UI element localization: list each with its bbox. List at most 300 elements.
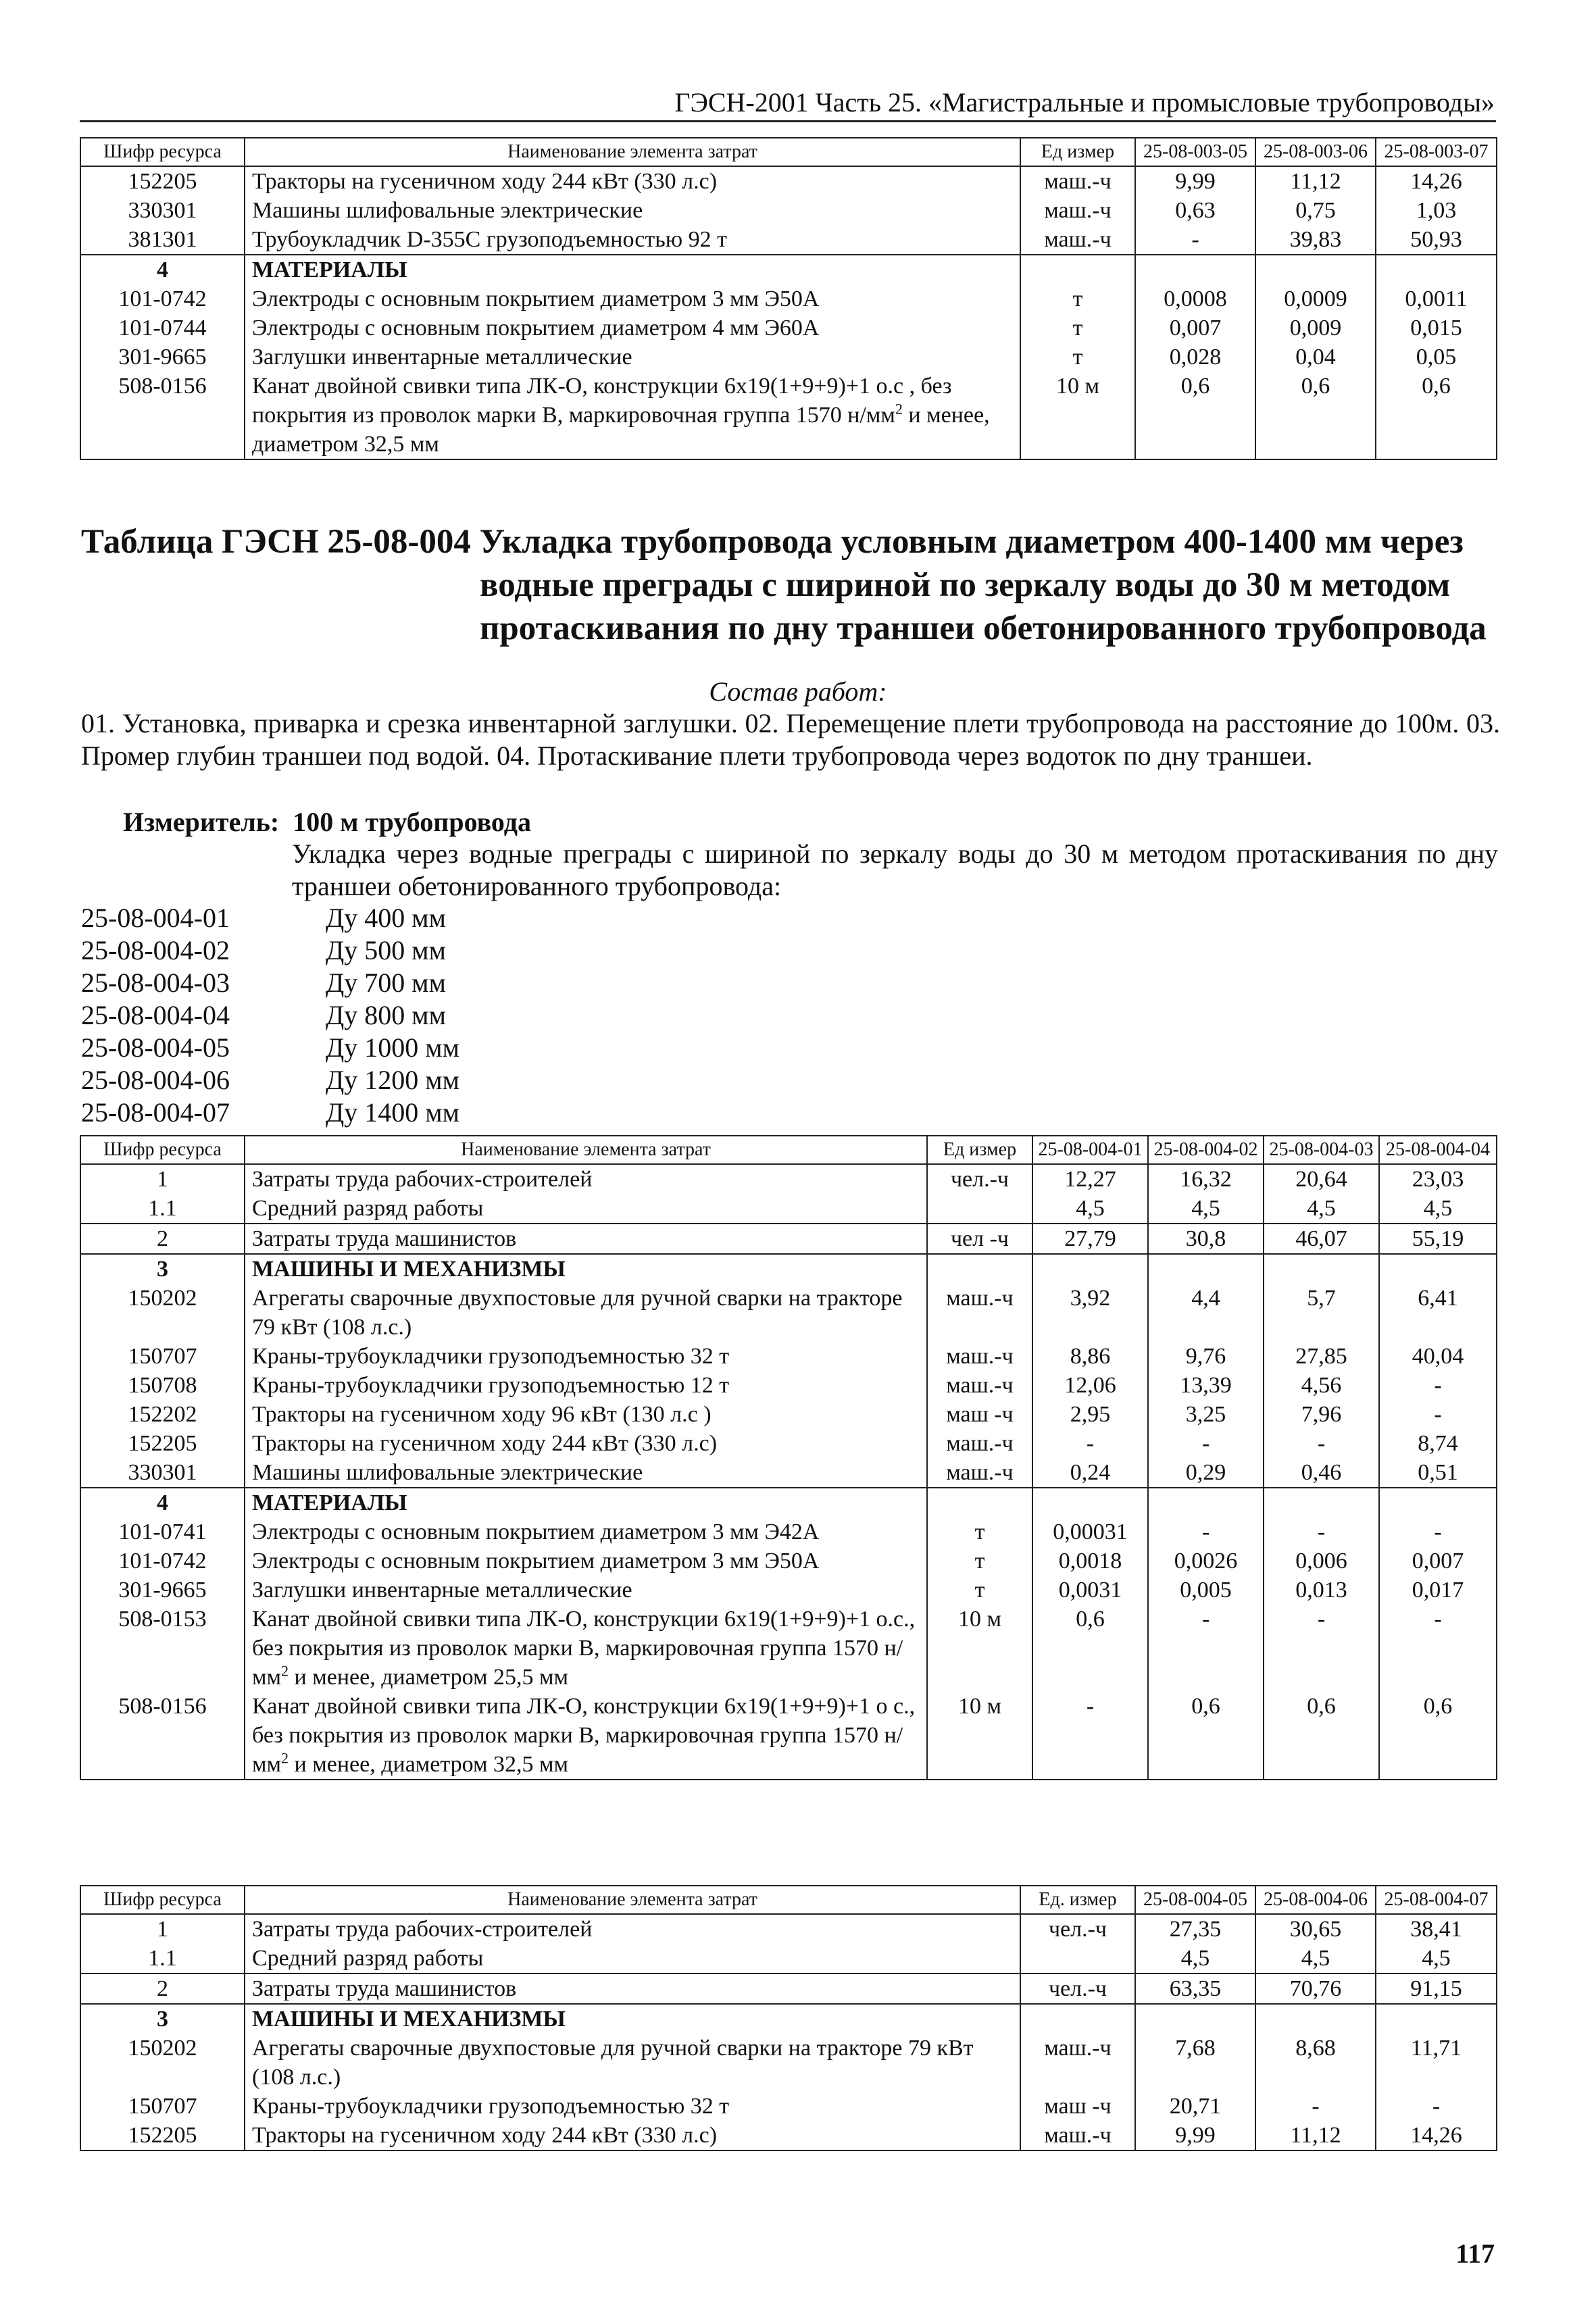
variant-item (81, 1097, 459, 1128)
value-cell: 0,05 (1376, 343, 1497, 372)
value-cell: 11,71 (1376, 2034, 1497, 2092)
resource-code-cell: 381301 (80, 225, 245, 255)
value-cell: - (1032, 1429, 1148, 1458)
value-cell: 0,007 (1135, 313, 1255, 343)
value-cell: 0,015 (1376, 313, 1497, 343)
cost-item-cell: Канат двойной свивки типа ЛК-О, конструкции 6х19(1+9+9)+1 о с., без покрытия из проволок марки В, маркировочная группа 1570 $н/мм^2$ и менее, диаметром 32,5 мм (245, 1692, 927, 1780)
resource-table-top (80, 137, 1497, 460)
value-cell: - (1379, 1400, 1497, 1429)
variant-desc: Ду 500 мм (326, 935, 446, 965)
column-header: 25-08-003-06 (1255, 138, 1376, 166)
table-row (80, 1517, 1497, 1546)
value-cell: 0,6 (1379, 1692, 1497, 1780)
header-row (80, 138, 1497, 166)
value-cell: 46,07 (1264, 1224, 1379, 1254)
table-header (80, 138, 1497, 166)
variant-desc: Ду 1400 мм (326, 1097, 459, 1128)
cost-item-cell: Тракторы на гусеничном ходу 244 кВт (330 л.с) (245, 166, 1020, 196)
value-cell: 4,5 (1135, 1944, 1255, 1973)
column-header: Наименование элемента затрат (245, 1886, 1020, 1914)
table-row (80, 1224, 1497, 1254)
variant-code: 25-08-004-07 (81, 1097, 230, 1128)
unit-cell: маш.-ч (1020, 166, 1135, 196)
variant-code: 25-08-004-04 (81, 1000, 230, 1030)
value-cell: 4,5 (1379, 1194, 1497, 1224)
column-header: Ед. измер (1020, 1886, 1135, 1914)
value-cell: 0,0011 (1376, 284, 1497, 313)
resource-code-cell: 2 (80, 1224, 245, 1254)
unit-cell: маш.-ч (927, 1342, 1032, 1371)
value-cell: 0,6 (1255, 372, 1376, 459)
unit-cell: маш -ч (927, 1400, 1032, 1429)
value-cell: 9,99 (1135, 166, 1255, 196)
resource-code-cell: 4 (80, 1488, 245, 1517)
table-row (80, 2034, 1497, 2092)
value-cell: 4,5 (1255, 1944, 1376, 1973)
table-row (80, 1914, 1497, 1944)
value-cell: - (1255, 2092, 1376, 2121)
table-row (80, 1944, 1497, 1973)
cost-item-cell: Затраты труда машинистов (245, 1973, 1020, 2004)
table-row (80, 196, 1497, 225)
value-cell: 0,0009 (1255, 284, 1376, 313)
value-cell: 0,00031 (1032, 1517, 1148, 1546)
table-row (80, 2121, 1497, 2150)
unit-cell: маш.-ч (1020, 196, 1135, 225)
value-cell: 12,27 (1032, 1164, 1148, 1194)
value-cell: 0,6 (1376, 372, 1497, 459)
cost-item-cell: Средний разряд работы (245, 1944, 1020, 1973)
cost-item-cell: Заглушки инвентарные металлические (245, 1576, 927, 1605)
value-cell (1264, 1488, 1379, 1517)
resource-code-cell: 1 (80, 1914, 245, 1944)
variant-desc: Ду 1200 мм (326, 1065, 459, 1095)
cost-item-cell: Канат двойной свивки типа ЛК-О, конструкции 6х19(1+9+9)+1 о.с , без покрытия из проволок марки В, маркировочная группа 1570 $н/мм^2$ и менее, диаметром 32,5 мм (245, 372, 1020, 459)
value-cell: 4,4 (1148, 1284, 1264, 1342)
table-row (80, 1400, 1497, 1429)
resource-code-cell: 101-0742 (80, 284, 245, 313)
value-cell: 0,0026 (1148, 1546, 1264, 1576)
resource-code-cell: 330301 (80, 196, 245, 225)
value-cell: 0,009 (1255, 313, 1376, 343)
value-cell: 0,007 (1379, 1546, 1497, 1576)
resource-code-cell: 1.1 (80, 1194, 245, 1224)
unit-cell (927, 1254, 1032, 1284)
column-header: 25-08-004-04 (1379, 1136, 1497, 1164)
cost-item-cell: Тракторы на гусеничном ходу 244 кВт (330 л.с) (245, 2121, 1020, 2150)
cost-item-cell: МАШИНЫ И МЕХАНИЗМЫ (245, 1254, 927, 1284)
resource-code-cell: 152202 (80, 1400, 245, 1429)
cost-item-cell: Затраты труда рабочих-строителей (245, 1164, 927, 1194)
value-cell: 2,95 (1032, 1400, 1148, 1429)
value-cell: 4,5 (1148, 1194, 1264, 1224)
value-cell: - (1379, 1371, 1497, 1400)
resource-code-cell: 101-0741 (80, 1517, 245, 1546)
unit-cell: маш.-ч (1020, 2034, 1135, 2092)
table-row (80, 1546, 1497, 1576)
value-cell: 0,005 (1148, 1576, 1264, 1605)
unit-cell (927, 1488, 1032, 1517)
table-row (80, 1692, 1497, 1780)
table-row (80, 1254, 1497, 1284)
value-cell: 0,46 (1264, 1458, 1379, 1488)
value-cell: 0,6 (1032, 1605, 1148, 1692)
value-cell: 4,5 (1264, 1194, 1379, 1224)
table-row (80, 1605, 1497, 1692)
variant-code: 25-08-004-03 (81, 967, 230, 998)
table-row (80, 1371, 1497, 1400)
table-row (80, 372, 1497, 459)
value-cell: 11,12 (1255, 166, 1376, 196)
value-cell (1379, 1488, 1497, 1517)
cost-item-cell: Краны-трубоукладчики грузоподъемностью 32 т (245, 1342, 927, 1371)
column-header: 25-08-004-07 (1376, 1886, 1497, 1914)
cost-item-cell: Агрегаты сварочные двухпостовые для ручной сварки на тракторе 79 кВт (108 л.с.) (245, 2034, 1020, 2092)
value-cell: 0,51 (1379, 1458, 1497, 1488)
unit-cell: т (1020, 284, 1135, 313)
value-cell: 27,79 (1032, 1224, 1148, 1254)
column-header: Ед измер (1020, 138, 1135, 166)
value-cell: 0,013 (1264, 1576, 1379, 1605)
resource-code-cell: 150202 (80, 2034, 245, 2092)
unit-cell: т (1020, 343, 1135, 372)
running-header: ГЭСН-2001 Часть 25. «Магистральные и промысловые трубопроводы» (674, 87, 1495, 118)
cost-item-cell: МАТЕРИАЛЫ (245, 1488, 927, 1517)
table-body (80, 1914, 1497, 2150)
unit-cell: чел.-ч (927, 1164, 1032, 1194)
unit-cell: маш.-ч (1020, 225, 1135, 255)
cost-item-cell: Тракторы на гусеничном ходу 96 кВт (130 л.с ) (245, 1400, 927, 1429)
unit-cell (927, 1194, 1032, 1224)
unit-cell (1020, 255, 1135, 284)
unit-cell: маш.-ч (927, 1429, 1032, 1458)
value-cell (1135, 2004, 1255, 2034)
unit-cell: т (927, 1517, 1032, 1546)
cost-item-cell: Трубоукладчик D-355С грузоподъемностью 92 т (245, 225, 1020, 255)
variant-desc: Ду 700 мм (326, 967, 446, 998)
resource-table-bottom (80, 1885, 1497, 2151)
unit-cell: т (1020, 313, 1135, 343)
table-title (81, 520, 1500, 650)
value-cell: 1,03 (1376, 196, 1497, 225)
value-cell: 8,74 (1379, 1429, 1497, 1458)
value-cell: 4,5 (1376, 1944, 1497, 1973)
superscript: 2 (281, 1749, 289, 1767)
cost-item-cell: Электроды с основным покрытием диаметром 3 мм Э42А (245, 1517, 927, 1546)
composition-text: 01. Установка, приварка и срезка инвентарной заглушки. 02. Перемещение плети трубопровода на расстояние до 100м. 03. Промер глубин траншеи под водой. 04. Протаскивание плети трубопровода через водоток по дну траншеи. (81, 708, 1500, 771)
value-cell: 11,12 (1255, 2121, 1376, 2150)
value-cell: - (1264, 1605, 1379, 1692)
value-cell: 16,32 (1148, 1164, 1264, 1194)
unit-cell: 10 м (1020, 372, 1135, 459)
column-header: 25-08-004-01 (1032, 1136, 1148, 1164)
variant-item (81, 1064, 459, 1096)
value-cell: 20,64 (1264, 1164, 1379, 1194)
value-cell: 0,028 (1135, 343, 1255, 372)
value-cell: 0,6 (1135, 372, 1255, 459)
value-cell: 7,96 (1264, 1400, 1379, 1429)
variant-desc: Ду 800 мм (326, 1000, 446, 1030)
cost-item-cell: МАШИНЫ И МЕХАНИЗМЫ (245, 2004, 1020, 2034)
table-header (80, 1886, 1497, 1914)
unit-cell: маш.-ч (927, 1284, 1032, 1342)
unit-cell: маш -ч (1020, 2092, 1135, 2121)
table-row (80, 2004, 1497, 2034)
value-cell: 30,65 (1255, 1914, 1376, 1944)
header-row (80, 1886, 1497, 1914)
variant-code: 25-08-004-02 (81, 935, 230, 965)
value-cell: 27,85 (1264, 1342, 1379, 1371)
value-cell: 12,06 (1032, 1371, 1148, 1400)
cost-item-cell: Средний разряд работы (245, 1194, 927, 1224)
superscript: 2 (895, 400, 903, 418)
value-cell: 20,71 (1135, 2092, 1255, 2121)
value-cell: 3,25 (1148, 1400, 1264, 1429)
value-cell: 7,68 (1135, 2034, 1255, 2092)
value-cell: 5,7 (1264, 1284, 1379, 1342)
cost-item-cell: Тракторы на гусеничном ходу 244 кВт (330 л.с) (245, 1429, 927, 1458)
table-row (80, 1429, 1497, 1458)
unit-cell: чел -ч (927, 1224, 1032, 1254)
value-cell: 63,35 (1135, 1973, 1255, 2004)
title-line-1: Таблица ГЭСН 25-08-004 Укладка трубопровода условным диаметром 400-1400 мм через (81, 523, 1464, 561)
resource-code-cell: 150707 (80, 2092, 245, 2121)
table-row (80, 1164, 1497, 1194)
value-cell: 23,03 (1379, 1164, 1497, 1194)
value-cell: 0,6 (1148, 1692, 1264, 1780)
resource-code-cell: 2 (80, 1973, 245, 2004)
value-cell: 3,92 (1032, 1284, 1148, 1342)
resource-code-cell: 101-0742 (80, 1546, 245, 1576)
column-header: Наименование элемента затрат (245, 1136, 927, 1164)
column-header: Шифр ресурса (80, 1136, 245, 1164)
unit-cell: маш.-ч (1020, 2121, 1135, 2150)
table-row (80, 166, 1497, 196)
superscript: 2 (281, 1662, 289, 1680)
variant-code: 25-08-004-01 (81, 903, 230, 933)
cost-item-cell: Электроды с основным покрытием диаметром 3 мм Э50А (245, 284, 1020, 313)
value-cell: 55,19 (1379, 1224, 1497, 1254)
header-row (80, 1136, 1497, 1164)
unit-cell: чел.-ч (1020, 1914, 1135, 1944)
cost-item-cell: МАТЕРИАЛЫ (245, 255, 1020, 284)
table-row (80, 313, 1497, 343)
unit-cell: маш.-ч (927, 1371, 1032, 1400)
column-header: 25-08-004-03 (1264, 1136, 1379, 1164)
table-row (80, 255, 1497, 284)
header-rule (80, 120, 1496, 122)
column-header: 25-08-004-02 (1148, 1136, 1264, 1164)
value-cell (1376, 2004, 1497, 2034)
value-cell: 14,26 (1376, 166, 1497, 196)
value-cell: 0,0008 (1135, 284, 1255, 313)
variant-item (81, 902, 446, 934)
resource-code-cell: 150202 (80, 1284, 245, 1342)
cost-item-cell: Канат двойной свивки типа ЛК-О, конструкции 6х19(1+9+9)+1 о.с., без покрытия из проволок марки В, маркировочная группа 1570 $н/мм^2$ и менее, диаметром 25,5 мм (245, 1605, 927, 1692)
value-cell: - (1148, 1517, 1264, 1546)
value-cell: 0,24 (1032, 1458, 1148, 1488)
value-cell: 40,04 (1379, 1342, 1497, 1371)
value-cell: 4,5 (1032, 1194, 1148, 1224)
resource-code-cell: 3 (80, 1254, 245, 1284)
value-cell (1135, 255, 1255, 284)
table-row (80, 225, 1497, 255)
variant-item (81, 1032, 459, 1063)
value-cell: 13,39 (1148, 1371, 1264, 1400)
cost-item-cell: Затраты труда рабочих-строителей (245, 1914, 1020, 1944)
value-cell: 6,41 (1379, 1284, 1497, 1342)
resource-code-cell: 152205 (80, 1429, 245, 1458)
resource-code-cell: 301-9665 (80, 343, 245, 372)
table-row (80, 1284, 1497, 1342)
title-line-2: водные преграды с шириной по зеркалу воды до 30 м методом (480, 566, 1451, 604)
cost-item-cell: Затраты труда машинистов (245, 1224, 927, 1254)
value-cell: 39,83 (1255, 225, 1376, 255)
table-row (80, 1194, 1497, 1224)
column-header: Шифр ресурса (80, 1886, 245, 1914)
value-cell: - (1148, 1605, 1264, 1692)
resource-code-cell: 150707 (80, 1342, 245, 1371)
value-cell: 50,93 (1376, 225, 1497, 255)
table-row (80, 1458, 1497, 1488)
table-row (80, 284, 1497, 313)
value-cell: 0,017 (1379, 1576, 1497, 1605)
value-cell: - (1379, 1605, 1497, 1692)
value-cell (1148, 1488, 1264, 1517)
unit-cell (1020, 1944, 1135, 1973)
variant-code: 25-08-004-05 (81, 1032, 230, 1063)
value-cell: 0,6 (1264, 1692, 1379, 1780)
table-row (80, 1342, 1497, 1371)
value-cell: - (1264, 1429, 1379, 1458)
value-cell: 0,63 (1135, 196, 1255, 225)
column-header: 25-08-003-05 (1135, 138, 1255, 166)
unit-cell: чел.-ч (1020, 1973, 1135, 2004)
column-header: Ед измер (927, 1136, 1032, 1164)
value-cell: - (1379, 1517, 1497, 1546)
value-cell: 8,86 (1032, 1342, 1148, 1371)
value-cell: 91,15 (1376, 1973, 1497, 2004)
cost-item-cell: Краны-трубоукладчики грузоподъемностью 12 т (245, 1371, 927, 1400)
resource-code-cell: 150708 (80, 1371, 245, 1400)
value-cell: 4,56 (1264, 1371, 1379, 1400)
value-cell: 9,99 (1135, 2121, 1255, 2150)
resource-code-cell: 1.1 (80, 1944, 245, 1973)
value-cell (1032, 1488, 1148, 1517)
table-header (80, 1136, 1497, 1164)
cost-item-cell: Краны-трубоукладчики грузоподъемностью 32 т (245, 2092, 1020, 2121)
value-cell: - (1264, 1517, 1379, 1546)
value-cell (1032, 1254, 1148, 1284)
value-cell: - (1148, 1429, 1264, 1458)
resource-table-mid (80, 1135, 1497, 1780)
unit-cell: т (927, 1546, 1032, 1576)
measure (123, 806, 531, 838)
measure-value: 100 м трубопровода (293, 807, 531, 837)
resource-code-cell: 301-9665 (80, 1576, 245, 1605)
variant-desc: Ду 1000 мм (326, 1032, 459, 1063)
resource-code-cell: 330301 (80, 1458, 245, 1488)
cost-item-cell: Электроды с основным покрытием диаметром 3 мм Э50А (245, 1546, 927, 1576)
value-cell: 0,04 (1255, 343, 1376, 372)
resource-code-cell: 508-0156 (80, 372, 245, 459)
resource-code-cell: 508-0156 (80, 1692, 245, 1780)
value-cell: 8,68 (1255, 2034, 1376, 2092)
table-row (80, 1576, 1497, 1605)
value-cell: - (1376, 2092, 1497, 2121)
value-cell (1379, 1254, 1497, 1284)
table-row (80, 343, 1497, 372)
value-cell: 9,76 (1148, 1342, 1264, 1371)
value-cell: 0,0018 (1032, 1546, 1148, 1576)
value-cell (1376, 255, 1497, 284)
column-header: 25-08-004-06 (1255, 1886, 1376, 1914)
page-number: 117 (1455, 2238, 1495, 2269)
value-cell: - (1032, 1692, 1148, 1780)
resource-code-cell: 508-0153 (80, 1605, 245, 1692)
variant-item (81, 967, 446, 999)
unit-cell: маш.-ч (927, 1458, 1032, 1488)
unit-cell: т (927, 1576, 1032, 1605)
table-body (80, 1164, 1497, 1780)
unit-cell (1020, 2004, 1135, 2034)
value-cell: 0,75 (1255, 196, 1376, 225)
table-row (80, 1973, 1497, 2004)
variant-item (81, 934, 446, 966)
variant-desc: Ду 400 мм (326, 903, 446, 933)
value-cell: 14,26 (1376, 2121, 1497, 2150)
cost-item-cell: Электроды с основным покрытием диаметром 4 мм Э60А (245, 313, 1020, 343)
column-header: 25-08-003-07 (1376, 138, 1497, 166)
unit-cell: 10 м (927, 1692, 1032, 1780)
resource-code-cell: 101-0744 (80, 313, 245, 343)
value-cell: 70,76 (1255, 1973, 1376, 2004)
value-cell (1255, 2004, 1376, 2034)
resource-code-cell: 152205 (80, 166, 245, 196)
unit-cell: 10 м (927, 1605, 1032, 1692)
cost-item-cell: Агрегаты сварочные двухпостовые для ручной сварки на тракторе 79 кВт (108 л.с.) (245, 1284, 927, 1342)
measure-label: Измеритель: (123, 807, 280, 837)
variant-code: 25-08-004-06 (81, 1065, 230, 1095)
table-body (80, 166, 1497, 459)
value-cell: 30,8 (1148, 1224, 1264, 1254)
value-cell: 0,29 (1148, 1458, 1264, 1488)
cost-item-cell: Заглушки инвентарные металлические (245, 343, 1020, 372)
value-cell: 0,0031 (1032, 1576, 1148, 1605)
title-line-3: протаскивания по дну траншеи обетонированного трубопровода (480, 609, 1487, 647)
cost-item-cell: Машины шлифовальные электрические (245, 1458, 927, 1488)
value-cell: 27,35 (1135, 1914, 1255, 1944)
resource-code-cell: 3 (80, 2004, 245, 2034)
value-cell: 0,006 (1264, 1546, 1379, 1576)
resource-code-cell: 152205 (80, 2121, 245, 2150)
variant-item (81, 999, 446, 1031)
value-cell (1264, 1254, 1379, 1284)
value-cell: 38,41 (1376, 1914, 1497, 1944)
cost-item-cell: Машины шлифовальные электрические (245, 196, 1020, 225)
value-cell: - (1135, 225, 1255, 255)
resource-code-cell: 1 (80, 1164, 245, 1194)
column-header: Наименование элемента затрат (245, 138, 1020, 166)
resource-code-cell: 4 (80, 255, 245, 284)
value-cell (1148, 1254, 1264, 1284)
table-row (80, 1488, 1497, 1517)
column-header: Шифр ресурса (80, 138, 245, 166)
table-row (80, 2092, 1497, 2121)
column-header: 25-08-004-05 (1135, 1886, 1255, 1914)
variant-intro: Укладка через водные преграды с шириной по зеркалу воды до 30 м методом протаскивания по дну траншеи обетонированного трубопровода: (292, 838, 1498, 901)
value-cell (1255, 255, 1376, 284)
